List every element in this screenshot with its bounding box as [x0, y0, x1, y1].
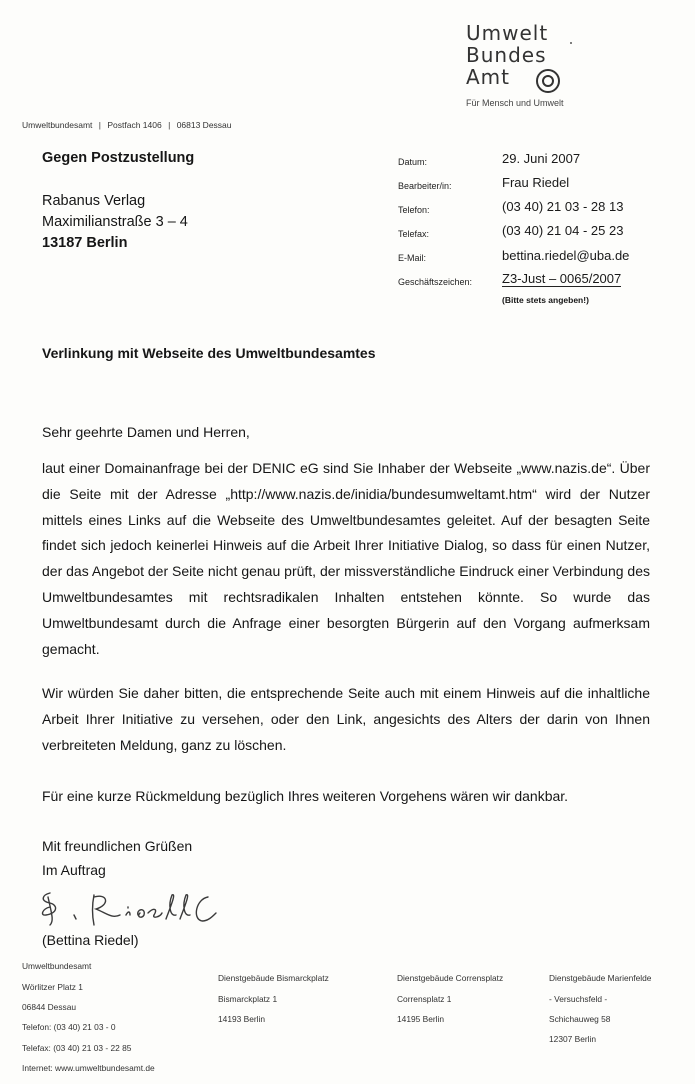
delivery-note: Gegen Postzustellung — [42, 150, 195, 166]
footer-hq-line: 06844 Dessau — [22, 1002, 77, 1013]
reference-label: Geschäftszeichen: — [398, 277, 473, 287]
on-behalf: Im Auftrag — [42, 862, 106, 878]
footer-bismarck-line: 14193 Berlin — [218, 1014, 266, 1025]
footer-headquarters — [22, 951, 155, 1084]
reference-note: (Bitte stets angeben!) — [502, 295, 589, 305]
footer-bismarck-line: Bismarckplatz 1 — [218, 993, 278, 1004]
letter-subject: Verlinkung mit Webseite des Umweltbundesamtes — [42, 345, 376, 361]
logo-line-3: Amt — [466, 65, 511, 89]
phone-value: (03 40) 21 03 - 28 13 — [502, 199, 624, 214]
footer-hq-line: Telefax: (03 40) 21 03 - 22 85 — [22, 1042, 132, 1053]
closing: Mit freundlichen Grüßen — [42, 838, 193, 854]
footer-hq-line: Wörlitzer Platz 1 — [22, 981, 83, 992]
date-value: 29. Juni 2007 — [502, 151, 581, 166]
fax-label: Telefax: — [398, 229, 430, 239]
footer-bismarckplatz — [218, 963, 329, 1034]
body-paragraph-1: laut einer Domainanfrage bei der DENIC eG sind Sie Inhaber der Webseite „www.nazis.de“. Über die Seite mit der Adresse „http://www.nazis.de/inidia/bundesumweltamt.htm“ wird der Nutzer mittels eines Links auf die Webseite des Umweltbundesamtes geleitet. Auf der besagten Seite findet sich jedoch keinerlei Hinweis auf die Arbeit Ihrer Initiative Dialog, so dass für einen Nutzer, der das Angebot der Seite nicht genau prüft, der missverständliche Eindruck einer Verbindung des Umweltbundesamtes mit rechtsradikalen Inhalten entstehen könnte. So wurde das Umweltbundesamt durch die Anfrage einer besorgten Bürgerin auf den Vorgang aufmerksam gemacht. — [42, 460, 650, 657]
footer-correns-line: Dienstgebäude Corrensplatz — [397, 973, 504, 984]
editor-value: Frau Riedel — [502, 175, 570, 190]
body-paragraph-3: Für eine kurze Rückmeldung bezüglich Ihres weiteren Vorgehens wären wir dankbar. — [42, 788, 569, 804]
recipient-name: Rabanus Verlag — [42, 193, 146, 209]
emblem-icon — [536, 69, 560, 93]
salutation: Sehr geehrte Damen und Herren, — [42, 424, 250, 440]
email-label: E-Mail: — [398, 253, 427, 263]
footer-corrensplatz — [397, 963, 503, 1034]
sender-pobox: Postfach 1406 — [107, 120, 162, 130]
body-paragraph-2: Wir würden Sie daher bitten, die entsprechende Seite auch mit einem Hinweis auf die inhaltliche Arbeit Ihrer Initiative zu versehen, oder den Link, angesichts des Alters der darin von Ihnen verbreiteten Meldung, ganz zu löschen. — [42, 685, 650, 753]
date-label: Datum: — [398, 157, 428, 167]
recipient-street: Maximilianstraße 3 – 4 — [42, 214, 188, 230]
footer-correns-line: 14195 Berlin — [397, 1014, 445, 1025]
footer-marienfelde-line: Schichauweg 58 — [549, 1014, 611, 1025]
handwritten-signature — [36, 885, 236, 929]
logo-dot — [570, 42, 572, 44]
footer-hq-line: Telefon: (03 40) 21 03 - 0 — [22, 1022, 116, 1033]
sender-return-line — [22, 120, 236, 130]
sender-city: 06813 Dessau — [176, 120, 232, 130]
footer-marienfelde-line: - Versuchsfeld - — [549, 993, 608, 1004]
footer-correns-line: Corrensplatz 1 — [397, 993, 452, 1004]
footer-hq-line: Umweltbundesamt — [22, 961, 92, 972]
footer-hq-line: Internet: www.umweltbundesamt.de — [22, 1063, 155, 1074]
logo-line-1: Umwelt — [466, 21, 549, 45]
footer-marienfelde — [549, 963, 651, 1055]
fax-value: (03 40) 21 04 - 25 23 — [502, 223, 624, 238]
footer-bismarck-line: Dienstgebäude Bismarckplatz — [218, 973, 329, 984]
email-value: bettina.riedel@uba.de — [502, 248, 630, 263]
phone-label: Telefon: — [398, 205, 430, 215]
sender-sep-2: | — [168, 120, 171, 130]
logo-tagline: Für Mensch und Umwelt — [466, 98, 564, 108]
logo-line-2: Bundes — [466, 43, 547, 67]
recipient-city: 13187 Berlin — [42, 235, 128, 251]
footer-marienfelde-line: 12307 Berlin — [549, 1034, 597, 1045]
editor-label: Bearbeiter/in: — [398, 181, 452, 191]
uba-logo — [466, 22, 606, 114]
reference-value: Z3-Just – 0065/2007 — [502, 271, 622, 286]
signer-name: (Bettina Riedel) — [42, 932, 139, 948]
sender-sep-1: | — [98, 120, 101, 130]
sender-org: Umweltbundesamt — [22, 120, 93, 130]
footer-marienfelde-line: Dienstgebäude Marienfelde — [549, 973, 652, 984]
